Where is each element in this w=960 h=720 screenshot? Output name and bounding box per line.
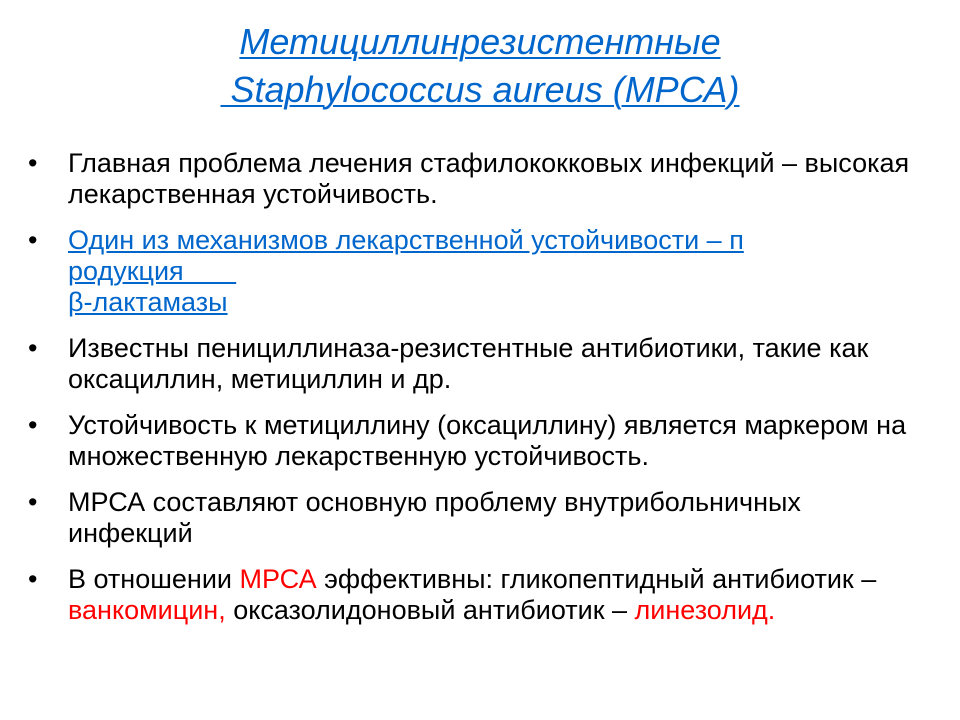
bullet-icon: • xyxy=(28,564,38,594)
bullet-text-3: Известны пенициллиназа-резистентные антибиотики, такие как оксациллин, метициллин и др. xyxy=(68,333,869,394)
bullet-text-6c: оксазолидоновый антибиотик – xyxy=(225,595,635,625)
bullet-text-5: МРСА составляют основную проблему внутрибольничных инфекций xyxy=(68,487,801,548)
highlight-linezolid: линезолид. xyxy=(634,595,776,625)
bullet-item-1 xyxy=(28,148,933,210)
highlight-vancomycin: ванкомицин, xyxy=(68,595,226,625)
bullet-text-6b: эффективны: гликопептидный антибиотик – xyxy=(316,564,877,594)
highlight-mrsa: МРСА xyxy=(239,564,317,594)
bullet-text-6a: В отношении xyxy=(68,564,240,594)
slide-title xyxy=(80,18,880,114)
bullet-icon: • xyxy=(28,225,38,255)
title-line-2: Staphylococcus aureus (МРСА) xyxy=(220,69,740,110)
bullet-text-1: Главная проблема лечения стафилококковых инфекций – высокая лекарственная устойчивость. xyxy=(68,148,910,209)
bullet-item-2 xyxy=(28,225,933,318)
title-link[interactable] xyxy=(80,18,880,114)
link-line-2: родукция xyxy=(68,256,237,286)
bullet-item-5 xyxy=(28,487,933,549)
bullet-item-3 xyxy=(28,333,933,395)
bullet-icon: • xyxy=(28,410,38,440)
bullet-item-6 xyxy=(28,564,933,626)
beta-lactamase-link[interactable] xyxy=(68,225,933,318)
link-line-1: Один из механизмов лекарственной устойчивости – п xyxy=(68,225,744,255)
bullet-icon: • xyxy=(28,148,38,178)
bullet-icon: • xyxy=(28,487,38,517)
link-line-3: β-лактамазы xyxy=(68,287,228,317)
bullet-icon: • xyxy=(28,333,38,363)
bullet-item-4 xyxy=(28,410,933,472)
title-line-1: Метициллинрезистентные xyxy=(239,21,721,62)
bullet-text-4: Устойчивость к метициллину (оксациллину) является маркером на множественную лекарственную устойчивость. xyxy=(68,410,907,471)
bullet-list xyxy=(28,148,933,641)
